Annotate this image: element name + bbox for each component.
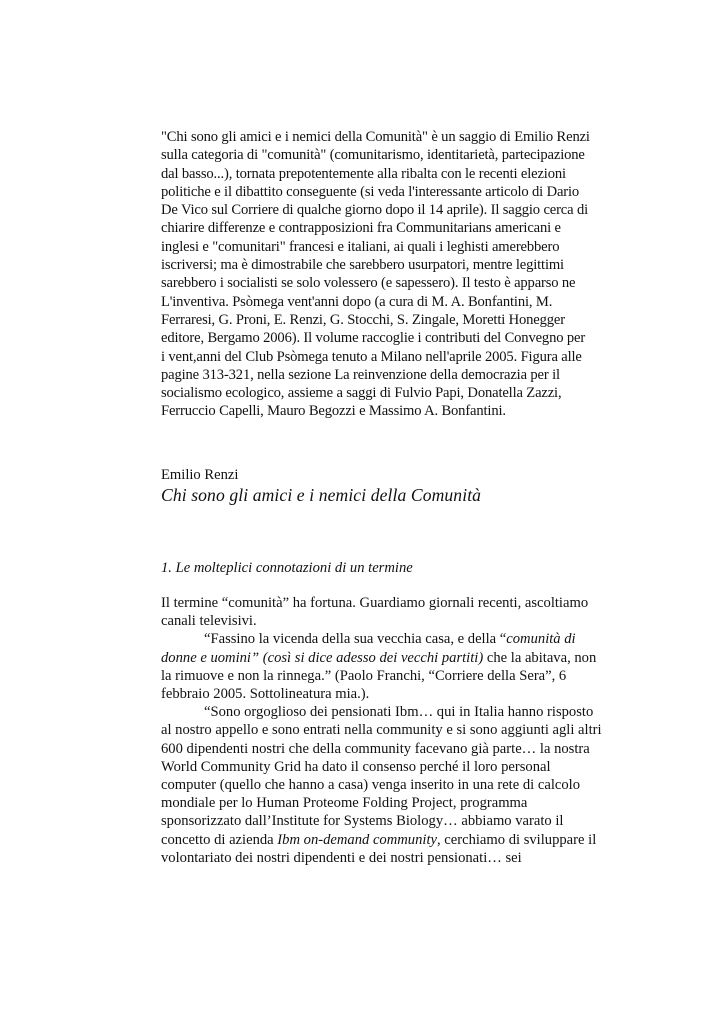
body-line: computer (quello che hanno a casa) venga inserito in una rete di calcolo: [161, 777, 580, 794]
quote-italic-text: comunità di: [506, 631, 576, 648]
body-line: canali televisivi.: [161, 613, 257, 630]
intro-line: Ferruccio Capelli, Mauro Begozzi e Massimo A. Bonfantini.: [161, 403, 506, 420]
body-line: la rimuove e non la rinnega.” (Paolo Franchi, “Corriere della Sera”, 6: [161, 667, 567, 684]
essay-title: Chi sono gli amici e i nemici della Comunità: [161, 485, 482, 505]
body-line: “Sono orgoglioso dei pensionati Ibm… qui in Italia hanno risposto: [204, 704, 594, 721]
quote-text: “Fassino la vicenda della sua vecchia casa, e della “: [204, 631, 507, 648]
body-line: [161, 649, 597, 667]
body-line: [161, 831, 597, 849]
intro-line: chiarire differenze e contrapposizioni fra Communitarians americani e: [161, 220, 561, 237]
quote-text: concetto di azienda: [161, 831, 278, 848]
body-line: 600 dipendenti nostri che della community facevano già parte… la nostra: [161, 740, 590, 757]
body-line: [161, 594, 594, 612]
intro-paragraph: [161, 128, 606, 421]
quote-italic-text: Ibm on-demand community: [277, 831, 437, 848]
body-line: mondiale per lo Human Proteome Folding Project, programma: [161, 795, 528, 812]
intro-line: editore, Bergamo 2006). Il volume raccoglie i contributi del Convegno per: [161, 330, 586, 347]
body-line: febbraio 2005. Sottolineatura mia.).: [161, 686, 370, 703]
intro-line: dal basso...), tornata prepotentemente alla ribalta con le recenti elezioni: [161, 165, 566, 182]
body-line: sponsorizzato dall’Institute for Systems Biology… abbiamo varato il: [161, 813, 564, 830]
intro-line: politiche e il dibattito conseguente (si veda l'interessante articolo di Dario: [161, 183, 580, 200]
intro-line: socialismo ecologico, assieme a saggi di Fulvio Papi, Donatella Zazzi,: [161, 385, 562, 402]
body-line: volontariato dei nostri dipendenti e dei nostri pensionati… sei: [161, 849, 522, 866]
quote-text: , cerchiamo di sviluppare il: [436, 831, 597, 848]
body-line: [161, 630, 594, 648]
body-line: al nostro appello e sono entrati nella community e si sono aggiunti agli altri: [161, 722, 602, 739]
section-body: [161, 594, 602, 867]
intro-line: iscriversi; ma è dimostrabile che sarebbero usurpatori, mentre legittimi: [161, 257, 564, 274]
body-line: World Community Grid ha dato il consenso perché il loro personal: [161, 758, 551, 775]
quote-italic-text: donne e uomini” (così si dice adesso dei vecchi partiti): [161, 649, 484, 666]
intro-line: inglesi e "comunitari" francesi e italiani, ai quali i leghisti amerebbero: [161, 238, 560, 255]
intro-line: "Chi sono gli amici e i nemici della Comunità" è un saggio di Emilio Renzi: [161, 129, 590, 145]
intro-line: i vent,anni del Club Psòmega tenuto a Milano nell'aprile 2005. Figura alle: [161, 348, 582, 365]
intro-line: sulla categoria di "comunità" (comunitarismo, identitarietà, partecipazione: [161, 147, 585, 164]
intro-line: Ferraresi, G. Proni, E. Renzi, G. Stocchi, S. Zingale, Moretti Honegger: [161, 311, 565, 328]
intro-line: L'inventiva. Psòmega vent'anni dopo (a cura di M. A. Bonfantini, M.: [161, 293, 553, 310]
intro-line: pagine 313-321, nella sezione La reinvenzione della democrazia per il: [161, 366, 560, 383]
intro-line: sarebbero i socialisti se solo volessero (e sapessero). Il testo è apparso ne: [161, 275, 576, 292]
justified-line-text: Il termine “comunità” ha fortuna. Guardiamo giornali recenti, ascoltiamo: [161, 595, 589, 611]
essay-author: Emilio Renzi: [161, 467, 239, 483]
quote-text: che la abitava, non: [483, 649, 597, 666]
section-heading: 1. Le molteplici connotazioni di un termine: [161, 560, 413, 576]
intro-line: De Vico sul Corriere di qualche giorno dopo il 14 aprile). Il saggio cerca di: [161, 202, 589, 219]
